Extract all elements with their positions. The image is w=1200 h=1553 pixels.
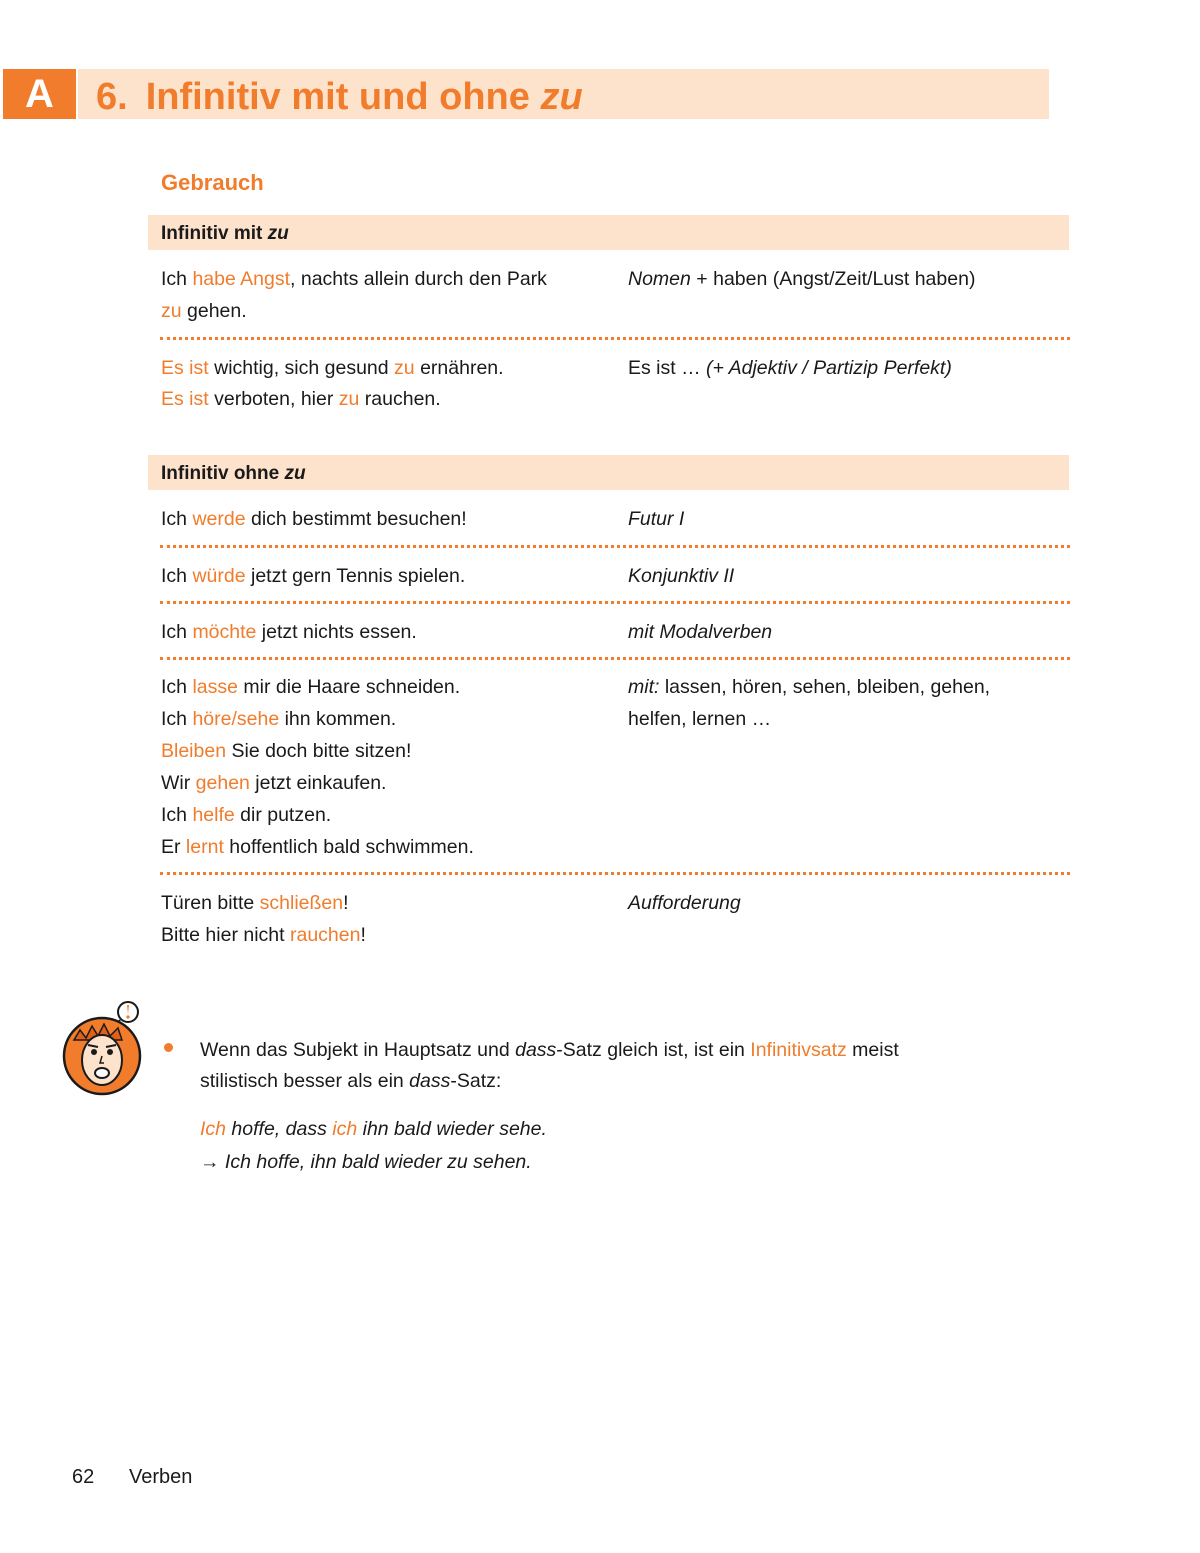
chapter-title-italic: zu xyxy=(540,76,583,118)
row-divider xyxy=(160,872,1070,875)
rule-mit-1: Nomen + haben (Angst/Zeit/Lust haben) xyxy=(628,268,976,290)
example-ohne-4-line4: Wir gehen jetzt einkaufen. xyxy=(161,772,387,794)
mascot-hint-icon xyxy=(62,1000,144,1096)
usage-heading: Gebrauch xyxy=(161,170,264,195)
row-divider xyxy=(160,657,1070,660)
rule-ohne-3: mit Modalverben xyxy=(628,621,773,643)
section-bar-ohne-zu xyxy=(148,455,1069,490)
row-divider xyxy=(160,545,1070,548)
section-badge: A xyxy=(3,69,76,119)
row-divider xyxy=(160,337,1070,340)
rule-ohne-5: Aufforderung xyxy=(628,892,741,914)
hint-example-2: → Ich hoffe, ihn bald wieder zu sehen. xyxy=(200,1151,532,1173)
rule-mit-2: Es ist … (+ Adjektiv / Partizip Perfekt) xyxy=(628,357,952,379)
example-mit-1-line2: zu gehen. xyxy=(161,300,247,322)
section-label-mit-zu: Infinitiv mit zu xyxy=(161,223,289,244)
chapter-title xyxy=(96,70,583,120)
example-ohne-5-line1: Türen bitte schließen! xyxy=(161,892,349,914)
example-ohne-4-line5: Ich helfe dir putzen. xyxy=(161,804,332,826)
example-ohne-4-line2: Ich höre/sehe ihn kommen. xyxy=(161,708,397,730)
rule-ohne-4-line2: helfen, lernen … xyxy=(628,708,772,730)
section-bar-mit-zu xyxy=(148,215,1069,250)
page-number: 62 xyxy=(72,1466,95,1488)
hint-text-line2: stilistisch besser als ein dass-Satz: xyxy=(200,1070,502,1092)
example-ohne-3: Ich möchte jetzt nichts essen. xyxy=(161,621,417,643)
example-mit-1-line1: Ich habe Angst, nachts allein durch den Park xyxy=(161,268,547,290)
example-ohne-5-line2: Bitte hier nicht rauchen! xyxy=(161,924,366,946)
hint-text-line1: Wenn das Subjekt in Hauptsatz und dass-Satz gleich ist, ist ein Infinitivsatz meist xyxy=(200,1039,899,1061)
rule-ohne-2: Konjunktiv II xyxy=(628,565,735,587)
example-ohne-4-line3: Bleiben Sie doch bitte sitzen! xyxy=(161,740,412,762)
rule-ohne-4-line1: mit: lassen, hören, sehen, bleiben, gehen, xyxy=(628,676,991,698)
example-mit-2-line2: Es ist verboten, hier zu rauchen. xyxy=(161,388,441,410)
hint-example-1: Ich hoffe, dass ich ihn bald wieder sehe. xyxy=(200,1118,547,1140)
arrow-right-icon: → xyxy=(200,1151,220,1173)
example-mit-2-line1: Es ist wichtig, sich gesund zu ernähren. xyxy=(161,357,504,379)
example-ohne-1: Ich werde dich bestimmt besuchen! xyxy=(161,508,467,530)
chapter-number: 6. xyxy=(96,76,128,118)
chapter-title-text: Infinitiv mit und ohne xyxy=(145,76,541,118)
bullet-point xyxy=(164,1043,173,1052)
footer-chapter-name: Verben xyxy=(129,1466,193,1488)
example-ohne-4-line1: Ich lasse mir die Haare schneiden. xyxy=(161,676,461,698)
rule-ohne-1: Futur I xyxy=(628,508,685,530)
example-ohne-2: Ich würde jetzt gern Tennis spielen. xyxy=(161,565,466,587)
row-divider xyxy=(160,601,1070,604)
example-ohne-4-line6: Er lernt hoffentlich bald schwimmen. xyxy=(161,836,474,858)
section-label-ohne-zu: Infinitiv ohne zu xyxy=(161,463,306,484)
